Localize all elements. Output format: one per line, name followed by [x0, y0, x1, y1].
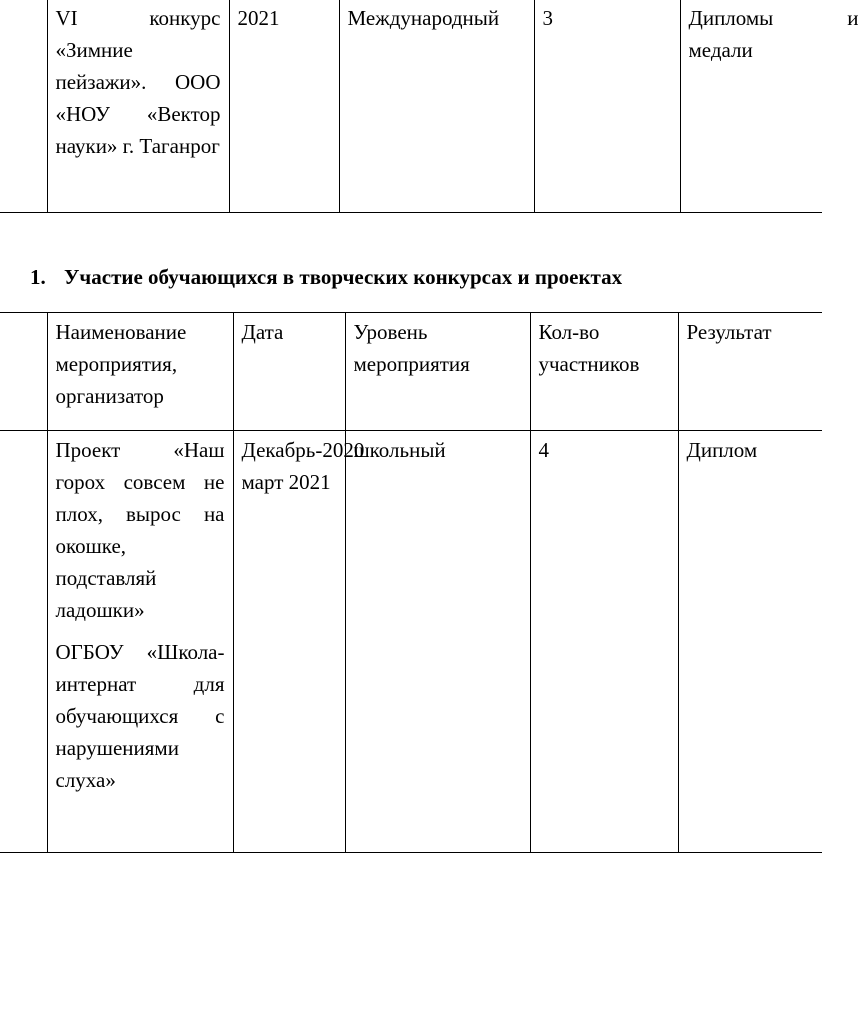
table-row [0, 0, 822, 212]
project-name: Проект «Наш горох совсем не плох, вырос на окошке, подставляй ладошки» [55, 438, 225, 622]
result-cell: Диплом [678, 431, 822, 853]
row-number-cell [0, 431, 47, 853]
awards-table [0, 0, 859, 213]
date-cell: 2021 [229, 0, 339, 212]
column-header-level: Уровень мероприятия [345, 313, 530, 431]
column-header-date: Дата [233, 313, 345, 431]
table-row [0, 431, 822, 853]
level-cell: школьный [345, 431, 530, 853]
column-header-name: Наименование мероприятия, организатор [47, 313, 233, 431]
event-name-cell: VI конкурс «Зимние пейзажи». ООО «НОУ «Вектор науки» г. Таганрог [47, 0, 229, 212]
section-heading [30, 262, 622, 292]
table-header-row [0, 313, 822, 431]
count-cell: 4 [530, 431, 678, 853]
row-number-cell [0, 0, 47, 212]
result-cell: Дипломы и медали [680, 0, 822, 212]
level-cell: Международный [339, 0, 534, 212]
column-header-result: Результат [678, 313, 822, 431]
count-cell: 3 [534, 0, 680, 212]
row-number-header [0, 313, 47, 431]
projects-table [0, 312, 822, 853]
organizer-name: ОГБОУ «Школа-интернат для обучающихся с нарушениями слуха» [55, 640, 225, 792]
date-cell: Декабрь-2020 март 2021 [233, 431, 345, 853]
event-name-cell [47, 431, 233, 853]
column-header-count: Кол-во участников [530, 313, 678, 431]
section-title: Участие обучающихся в творческих конкурсах и проектах [64, 265, 623, 289]
section-number: 1. [30, 265, 46, 289]
